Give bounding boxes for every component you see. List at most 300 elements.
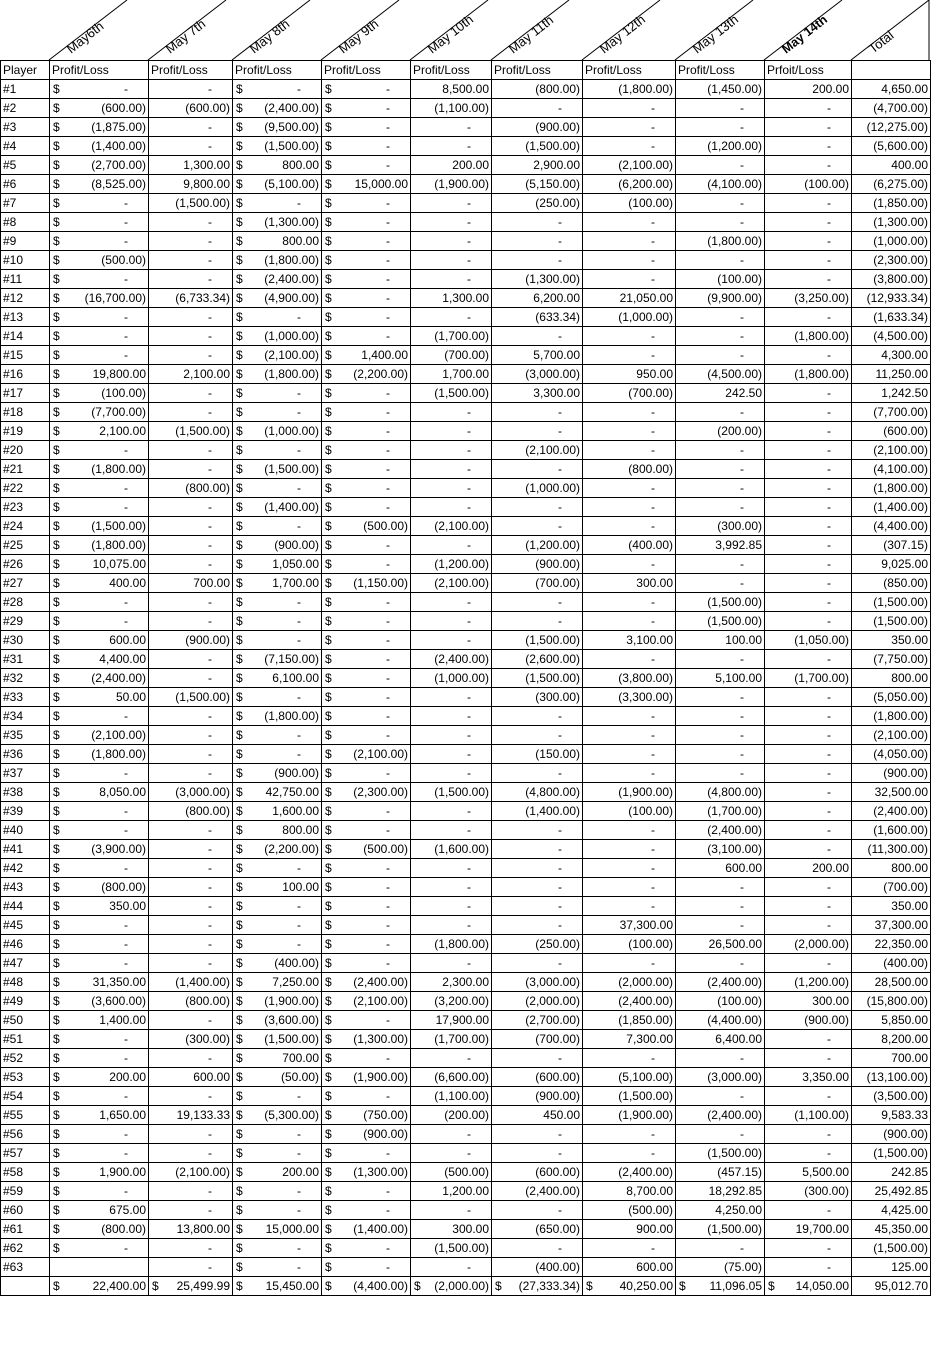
cell-value: - [740,1051,744,1065]
profit-loss-cell [149,802,233,821]
profit-loss-cell [149,916,233,935]
profit-loss-cell [50,194,149,213]
profit-loss-cell [322,213,411,232]
profit-loss-cell [852,1011,931,1030]
profit-loss-cell [583,251,676,270]
cell-value: 800.00 [891,861,928,875]
profit-loss-cell [583,1144,676,1163]
cell-value: - [297,747,301,761]
cell-value: - [208,937,212,951]
profit-loss-cell [411,1087,492,1106]
table-row [1,403,931,422]
cell-value: - [651,823,655,837]
profit-loss-cell [322,1030,411,1049]
profit-loss-cell [233,840,322,859]
cell-value: - [297,386,301,400]
profit-loss-cell [322,878,411,897]
cell-value: - [208,348,212,362]
cell-value: - [208,329,212,343]
profit-loss-cell [411,441,492,460]
cell-value: 5,100.00 [715,671,762,685]
profit-loss-cell [322,289,411,308]
profit-loss-cell [50,954,149,973]
profit-loss-cell [852,175,931,194]
cell-value: - [386,1184,390,1198]
profit-loss-cell [765,954,852,973]
cell-value: (7,700.00) [91,405,146,419]
profit-loss-cell [676,156,765,175]
currency-symbol: $ [325,1108,332,1122]
profit-loss-cell [50,802,149,821]
currency-symbol: $ [325,747,332,761]
cell-value: - [558,956,562,970]
cell-value: - [208,519,212,533]
currency-symbol: $ [53,1203,60,1217]
cell-value: - [827,139,831,153]
table-row [1,194,931,213]
cell-value: - [651,481,655,495]
currency-symbol: $ [325,1089,332,1103]
table-row [1,156,931,175]
cell-value: - [386,1013,390,1027]
profit-loss-cell [492,707,583,726]
currency-symbol: $ [53,633,60,647]
currency-symbol: $ [236,215,243,229]
currency-symbol: $ [325,424,332,438]
profit-loss-cell [233,308,322,327]
cell-value: - [558,253,562,267]
cell-value: - [297,861,301,875]
cell-value: - [827,595,831,609]
currency-symbol: $ [325,1241,332,1255]
profit-loss-cell [233,1144,322,1163]
cell-value: - [297,310,301,324]
profit-loss-cell [322,669,411,688]
player-label: #44 [1,897,50,916]
currency-symbol: $ [236,595,243,609]
profit-loss-cell [852,232,931,251]
cell-value: - [386,595,390,609]
currency-symbol: $ [236,1108,243,1122]
table-row [1,232,931,251]
cell-value: - [124,443,128,457]
profit-loss-cell [852,1068,931,1087]
profit-loss-cell [322,897,411,916]
table-row [1,1182,931,1201]
profit-loss-cell [676,194,765,213]
table-row [1,213,931,232]
cell-value: 800.00 [282,234,319,248]
profit-loss-cell [149,232,233,251]
cell-value: - [467,633,471,647]
profit-loss-cell [233,118,322,137]
profit-loss-cell [676,1201,765,1220]
date-header-6: May 11th [505,12,557,57]
profit-loss-cell [492,669,583,688]
currency-symbol: $ [53,348,60,362]
currency-symbol: $ [53,120,60,134]
profit-loss-cell [492,346,583,365]
profit-loss-cell [50,840,149,859]
currency-symbol: $ [53,1184,60,1198]
profit-loss-cell [233,479,322,498]
profit-loss-cell [583,156,676,175]
profit-loss-cell [411,213,492,232]
profit-loss-cell [492,935,583,954]
profit-loss-cell [492,688,583,707]
cell-value: (1,500.00) [618,1089,673,1103]
profit-loss-cell [50,1011,149,1030]
cell-value: 4,400.00 [99,652,146,666]
currency-symbol: $ [53,1013,60,1027]
cell-value: - [558,329,562,343]
profit-loss-cell [322,346,411,365]
table-row [1,346,931,365]
currency-symbol: $ [53,1032,60,1046]
profit-loss-cell [492,99,583,118]
cell-value: - [208,747,212,761]
profit-loss-cell [492,916,583,935]
profit-loss-cell [233,1087,322,1106]
profit-loss-cell [149,821,233,840]
profit-loss-cell [676,574,765,593]
currency-symbol: $ [325,538,332,552]
cell-value: - [651,652,655,666]
profit-loss-cell [149,878,233,897]
cell-value: (500.00) [363,842,408,856]
profit-loss-cell [676,384,765,403]
profit-loss-cell [50,289,149,308]
profit-loss-cell [676,270,765,289]
cell-value: - [124,956,128,970]
profit-loss-cell [852,650,931,669]
profit-loss-cell [322,688,411,707]
cell-value: - [208,861,212,875]
currency-symbol: $ [236,766,243,780]
profit-loss-cell [149,1220,233,1239]
cell-value: (2,700.00) [91,158,146,172]
cell-value: (1,150.00) [353,576,408,590]
table-row [1,327,931,346]
profit-loss-cell [322,555,411,574]
profit-loss-cell [322,1049,411,1068]
cell-value: (7,750.00) [873,652,928,666]
profit-loss-cell [852,973,931,992]
profit-loss-cell [852,783,931,802]
cell-value: (1,800.00) [91,747,146,761]
cell-value: 1,242.50 [881,386,928,400]
profit-loss-cell [852,403,931,422]
cell-value: (2,100.00) [434,519,489,533]
cell-value: - [208,652,212,666]
profit-loss-cell [50,346,149,365]
profit-loss-cell [322,650,411,669]
player-label: #22 [1,479,50,498]
cell-value: - [651,728,655,742]
cell-value: (3,500.00) [873,1089,928,1103]
totals-row [1,1277,931,1296]
cell-value: - [297,1203,301,1217]
currency-symbol: $ [325,120,332,134]
cell-value: - [558,405,562,419]
profit-loss-cell [411,308,492,327]
cell-value: - [827,880,831,894]
profit-loss-cell [492,308,583,327]
profit-loss-cell [852,384,931,403]
profit-loss-cell [765,1239,852,1258]
cell-value: 50.00 [115,690,146,704]
profit-loss-cell [765,175,852,194]
cell-value: (3,800.00) [618,671,673,685]
cell-value: 1,300.00 [183,158,230,172]
profit-loss-cell [676,954,765,973]
profit-loss-cell [322,1068,411,1087]
profit-loss-cell [149,745,233,764]
profit-loss-cell [50,973,149,992]
cell-value: (2,000.00) [434,1279,489,1293]
profit-loss-cell [411,802,492,821]
profit-loss-cell [50,726,149,745]
currency-symbol: $ [325,614,332,628]
cell-value: - [467,747,471,761]
profit-loss-cell [233,1030,322,1049]
profit-loss-cell [50,612,149,631]
cell-value: (9,900.00) [707,291,762,305]
profit-loss-cell [322,517,411,536]
profit-loss-cell [765,574,852,593]
table-row [1,916,931,935]
cell-value: (1,000.00) [264,424,319,438]
currency-symbol: $ [325,709,332,723]
profit-loss-cell [492,745,583,764]
cell-value: - [740,405,744,419]
profit-loss-cell [492,232,583,251]
cell-value: 1,050.00 [272,557,319,571]
profit-loss-cell [583,384,676,403]
player-label: #58 [1,1163,50,1182]
cell-value: 600.00 [193,1070,230,1084]
player-column-header: Player [1,61,50,80]
player-label: #17 [1,384,50,403]
cell-value: - [208,1184,212,1198]
cell-value: 700.00 [891,1051,928,1065]
cell-value: - [827,1051,831,1065]
cell-value: - [467,823,471,837]
profit-loss-cell [322,156,411,175]
profit-loss-cell [411,251,492,270]
profit-loss-cell [676,802,765,821]
currency-symbol: $ [325,405,332,419]
cell-value: - [386,424,390,438]
table-row [1,99,931,118]
cell-value: - [297,614,301,628]
currency-symbol: $ [325,177,332,191]
cell-value: - [467,196,471,210]
currency-symbol: $ [53,329,60,343]
cell-value: - [651,842,655,856]
table-row [1,80,931,99]
cell-value: 2,100.00 [183,367,230,381]
cell-value: - [827,823,831,837]
profit-loss-cell [322,783,411,802]
cell-value: (1,800.00) [873,481,928,495]
currency-symbol: $ [325,1146,332,1160]
cell-value: - [386,652,390,666]
profit-loss-cell [149,460,233,479]
cell-value: 8,200.00 [881,1032,928,1046]
cell-value: 200.00 [282,1165,319,1179]
profit-loss-cell [233,973,322,992]
cell-value: (1,500.00) [264,139,319,153]
cell-value: (800.00) [628,462,673,476]
profit-loss-cell [583,80,676,99]
table-row [1,1011,931,1030]
cell-value: - [467,139,471,153]
profit-loss-cell [233,859,322,878]
cell-value: 2,900.00 [533,158,580,172]
player-label: #27 [1,574,50,593]
profit-loss-cell [852,707,931,726]
cell-value: - [386,766,390,780]
profit-loss-cell [322,593,411,612]
profit-loss-cell [583,802,676,821]
currency-symbol: $ [152,1279,159,1293]
profit-loss-cell [149,707,233,726]
cell-value: - [124,1051,128,1065]
cell-value: (1,200.00) [794,975,849,989]
profit-loss-cell [411,270,492,289]
cell-value: - [386,918,390,932]
profit-loss-cell [676,878,765,897]
profit-loss-cell [676,346,765,365]
profit-loss-cell [322,574,411,593]
profit-loss-cell [233,289,322,308]
cell-value: (300.00) [804,1184,849,1198]
cell-value: - [827,557,831,571]
currency-symbol: $ [325,861,332,875]
profit-loss-cell [411,973,492,992]
cell-value: - [124,1146,128,1160]
profit-loss-cell [852,1125,931,1144]
profit-loss-cell [492,1106,583,1125]
cell-value: - [208,614,212,628]
profit-loss-cell [583,897,676,916]
cell-value: - [827,462,831,476]
cell-value: - [386,253,390,267]
profit-loss-cell [492,460,583,479]
profit-loss-cell [765,669,852,688]
player-label: #45 [1,916,50,935]
profit-loss-cell [492,897,583,916]
currency-symbol: $ [236,139,243,153]
currency-symbol: $ [53,215,60,229]
cell-value: (3,600.00) [264,1013,319,1027]
profit-loss-cell [233,1220,322,1239]
currency-symbol: $ [325,595,332,609]
profit-loss-cell [149,783,233,802]
player-label: #48 [1,973,50,992]
cell-value: - [386,1146,390,1160]
table-row [1,137,931,156]
cell-value: - [297,405,301,419]
cell-value: (1,500.00) [873,595,928,609]
cell-value: - [740,956,744,970]
profit-loss-cell [676,232,765,251]
profit-loss-cell [676,840,765,859]
profit-loss-cell [583,308,676,327]
cell-value: (4,900.00) [264,291,319,305]
profit-loss-cell [492,251,583,270]
profit-loss-cell [50,1068,149,1087]
profit-loss-cell [676,80,765,99]
profit-loss-cell [492,422,583,441]
cell-value: 1,700.00 [442,367,489,381]
cell-value: - [124,823,128,837]
date-header-7: May 12th [596,11,648,57]
currency-symbol: $ [53,272,60,286]
profit-loss-cell [149,688,233,707]
cell-value: 3,992.85 [715,538,762,552]
cell-value: - [651,1127,655,1141]
profit-loss-cell [411,878,492,897]
cell-value: 9,025.00 [881,557,928,571]
currency-symbol: $ [325,386,332,400]
profit-loss-cell [322,175,411,194]
cell-value: - [386,481,390,495]
cell-value: - [124,918,128,932]
currency-symbol: $ [325,918,332,932]
table-row [1,1030,931,1049]
profit-loss-cell [50,498,149,517]
cell-value: (100.00) [628,937,673,951]
cell-value: (600.00) [535,1165,580,1179]
cell-value: - [558,1241,562,1255]
cell-value: - [558,861,562,875]
currency-symbol: $ [236,785,243,799]
cell-value: 18,292.85 [708,1184,762,1198]
cell-value: (1,800.00) [264,709,319,723]
table-row [1,1258,931,1277]
profit-loss-cell [411,346,492,365]
profit-loss-cell [852,422,931,441]
table-row [1,707,931,726]
table-row [1,992,931,1011]
cell-value: - [558,728,562,742]
profit-loss-cell [492,1087,583,1106]
table-row [1,365,931,384]
profit-loss-cell [492,878,583,897]
table-row [1,555,931,574]
cell-value: - [467,956,471,970]
profit-loss-cell [411,1258,492,1277]
cell-value: 25,492.85 [874,1184,928,1198]
profit-loss-cell [322,99,411,118]
currency-symbol: $ [53,1222,60,1236]
currency-symbol: $ [53,709,60,723]
currency-symbol: $ [325,481,332,495]
cell-value: - [740,500,744,514]
profit-loss-cell [583,194,676,213]
cell-value: - [827,728,831,742]
profit-loss-cell [492,574,583,593]
cell-value: 1,200.00 [442,1184,489,1198]
profit-loss-cell [583,1258,676,1277]
cell-value: - [827,196,831,210]
cell-value: - [208,462,212,476]
cell-value: - [386,690,390,704]
profit-loss-cell [322,1087,411,1106]
currency-symbol: $ [236,652,243,666]
